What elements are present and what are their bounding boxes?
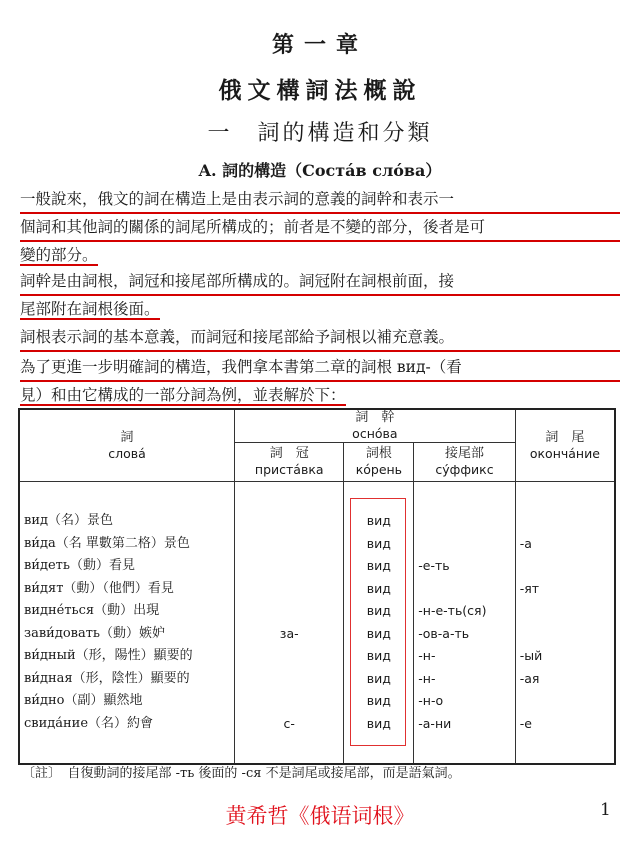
cell-root: вид xyxy=(344,578,414,601)
header-word-zh: 詞 xyxy=(120,429,134,445)
cell-suffix: -а-ни xyxy=(414,713,516,736)
cell-prefix xyxy=(234,668,344,691)
cell-prefix xyxy=(234,510,344,533)
cell-ending: -а xyxy=(515,533,615,556)
table-row xyxy=(19,690,615,713)
cell-root: вид xyxy=(344,510,414,533)
table-row xyxy=(19,578,615,601)
cell-prefix xyxy=(234,533,344,556)
cell-suffix: -н- xyxy=(414,645,516,668)
header-prefix xyxy=(234,443,344,482)
paragraph-line-text: 變的部分。 xyxy=(20,246,98,264)
word-structure-table xyxy=(18,408,616,765)
header-stem-ru: оснóва xyxy=(352,426,398,441)
cell-suffix: -ов-а-ть xyxy=(414,623,516,646)
cell-word: зави́довать（動）嫉妒 xyxy=(24,625,165,641)
table-row xyxy=(19,600,615,623)
paragraph-2 xyxy=(20,268,620,322)
root-column-highlight xyxy=(350,498,406,746)
header-root xyxy=(344,443,414,482)
paragraph-line xyxy=(20,296,620,322)
section-heading: 一 詞的構造和分類 xyxy=(207,121,433,146)
table-row xyxy=(19,533,615,556)
table-row xyxy=(19,623,615,646)
cell-prefix: с- xyxy=(234,713,344,736)
cell-ending: -ый xyxy=(515,645,615,668)
paragraph-line: 詞根表示詞的基本意義，而詞冠和接尾部給予詞根以補充意義。 xyxy=(20,324,620,352)
cell-root: вид xyxy=(344,645,414,668)
paragraph-line-text: 見）和由它構成的一部分詞為例，並表解於下： xyxy=(20,386,346,404)
cell-prefix xyxy=(234,645,344,668)
paragraph-3 xyxy=(20,324,620,352)
cell-suffix xyxy=(414,578,516,601)
header-prefix-zh: 詞 冠 xyxy=(269,446,309,461)
header-prefix-ru: пристáвка xyxy=(254,462,324,477)
cell-word: ви́дно（副）顯然地 xyxy=(24,693,143,708)
cell-ending: -ая xyxy=(515,668,615,691)
chapter-title: 俄文構詞法概說 xyxy=(218,77,422,104)
chapter-heading: 第一章 xyxy=(271,32,368,58)
cell-word: свида́ние（名）約會 xyxy=(24,715,154,731)
cell-suffix: -н-о xyxy=(414,690,516,713)
cell-prefix: за- xyxy=(234,623,344,646)
cell-ending xyxy=(515,510,615,533)
cell-word: видне́ться（動）出現 xyxy=(24,603,160,618)
paragraph-line xyxy=(20,242,620,268)
cell-suffix xyxy=(414,510,516,533)
header-ending-ru: окончáние xyxy=(529,445,600,461)
paragraph-line-text: 尾部附在詞根後面。 xyxy=(20,300,160,318)
table-spacer-row xyxy=(19,735,615,764)
header-ending xyxy=(515,409,615,482)
table-row xyxy=(19,555,615,578)
table-row xyxy=(19,510,615,533)
header-ending-zh: 詞 尾 xyxy=(545,429,585,445)
header-word-ru: словá xyxy=(108,445,146,461)
cell-word: ви́деть（動）看見 xyxy=(24,558,135,573)
table-row xyxy=(19,645,615,668)
paragraph-line: 為了更進一步明確詞的構造，我們拿本書第二章的詞根 вид-（看 xyxy=(20,354,620,382)
cell-ending: -е xyxy=(515,713,615,736)
cell-suffix: -н-е-ть(ся) xyxy=(414,600,516,623)
header-word xyxy=(19,409,234,482)
cell-suffix xyxy=(414,533,516,556)
paragraph-line: 一般說來，俄文的詞在構造上是由表示詞的意義的詞幹和表示一 xyxy=(20,186,620,214)
header-root-ru: кóрень xyxy=(355,462,403,477)
paragraph-4 xyxy=(20,354,620,408)
header-suffix-ru: сýффикс xyxy=(435,462,494,477)
header-stem xyxy=(234,409,515,443)
cell-word: ви́дят（動）（他們）看見 xyxy=(24,580,174,596)
cell-root: вид xyxy=(344,713,414,736)
cell-root: вид xyxy=(344,623,414,646)
table-spacer-row xyxy=(19,482,615,511)
header-suffix xyxy=(414,443,516,482)
cell-ending xyxy=(515,600,615,623)
table-row xyxy=(19,668,615,691)
footnote: 〔註〕 自復動詞的接尾部 -ть 後面的 -ся 不是詞尾或接尾部，而是語氣詞。 xyxy=(22,766,461,781)
cell-word: ви́да（名 單數第二格）景色 xyxy=(24,535,190,551)
cell-word: ви́дный（形，陽性）顯要的 xyxy=(24,648,193,663)
paragraph-1 xyxy=(20,186,620,268)
header-root-zh: 詞根 xyxy=(365,446,392,461)
page-number: 1 xyxy=(600,800,611,820)
cell-word: вид（名）景色 xyxy=(24,513,113,528)
watermark: 黄希哲《俄语词根》 xyxy=(225,804,415,828)
cell-prefix xyxy=(234,690,344,713)
cell-ending xyxy=(515,555,615,578)
cell-word: ви́дная（形，陰性）顯要的 xyxy=(24,670,190,686)
cell-ending: -ят xyxy=(515,578,615,601)
paragraph-line: 詞幹是由詞根，詞冠和接尾部所構成的。詞冠附在詞根前面，接 xyxy=(20,268,620,296)
cell-ending xyxy=(515,623,615,646)
cell-suffix: -е-ть xyxy=(414,555,516,578)
table-header-row-1 xyxy=(19,409,615,443)
cell-root: вид xyxy=(344,555,414,578)
subsection-heading: A. 詞的構造（Состáв слóва） xyxy=(198,161,442,180)
cell-root: вид xyxy=(344,533,414,556)
paragraph-line xyxy=(20,382,620,408)
cell-ending xyxy=(515,690,615,713)
table-row xyxy=(19,713,615,736)
cell-root: вид xyxy=(344,690,414,713)
cell-prefix xyxy=(234,600,344,623)
cell-prefix xyxy=(234,578,344,601)
header-suffix-zh: 接尾部 xyxy=(445,446,485,461)
cell-root: вид xyxy=(344,600,414,623)
cell-suffix: -н- xyxy=(414,668,516,691)
header-stem-zh: 詞 幹 xyxy=(355,410,395,425)
paragraph-line: 個詞和其他詞的關係的詞尾所構成的；前者是不變的部分，後者是可 xyxy=(20,214,620,242)
cell-root: вид xyxy=(344,668,414,691)
cell-prefix xyxy=(234,555,344,578)
